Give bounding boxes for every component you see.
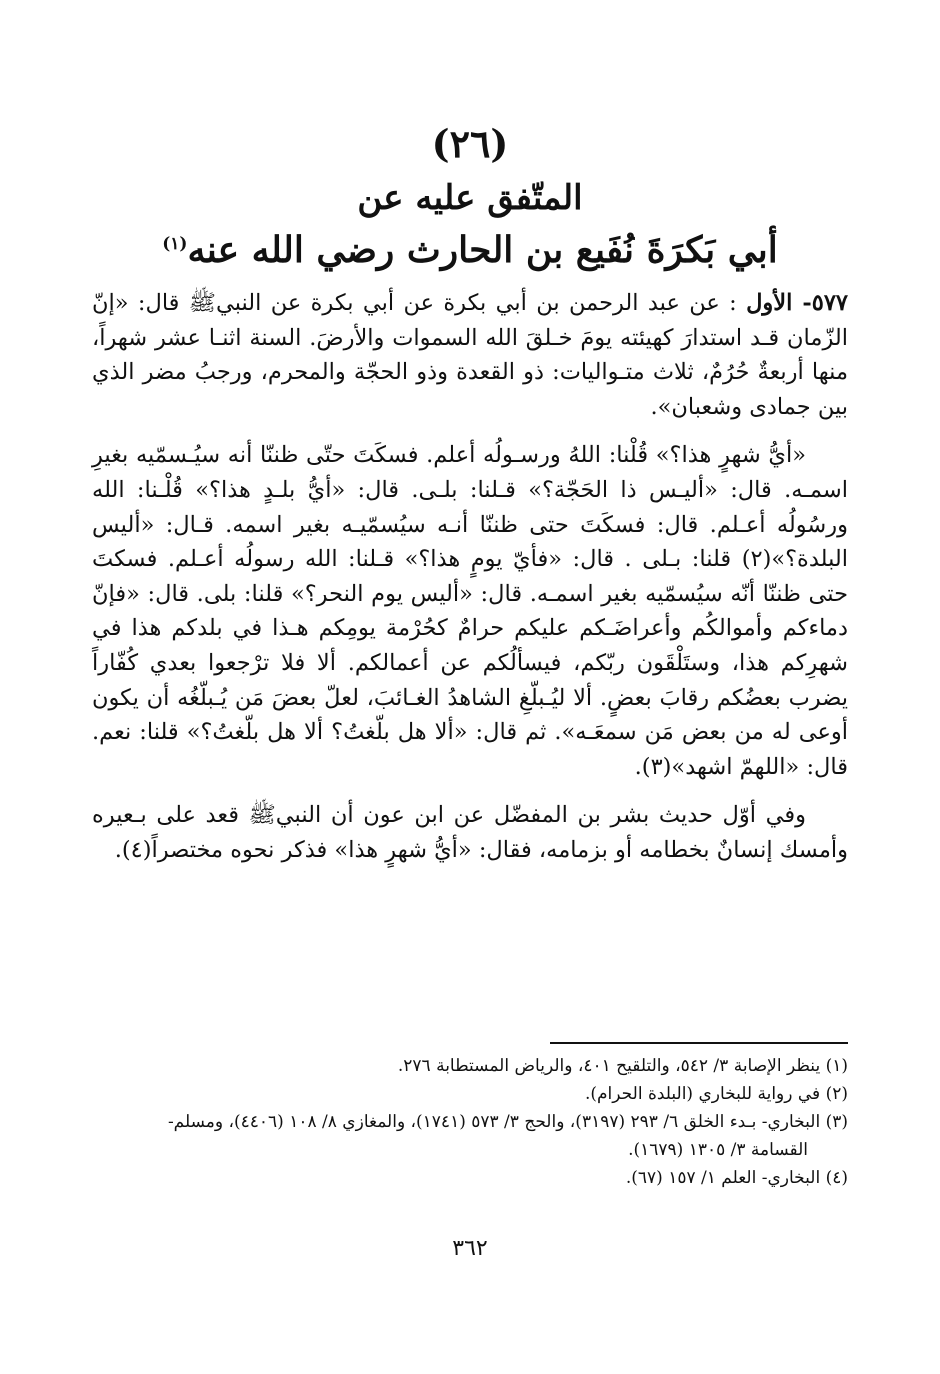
hadith-number: ٥٧٧- الأول	[746, 290, 849, 316]
footnote-2: (٢) في رواية للبخاري (البلدة الحرام).	[585, 1084, 848, 1104]
title-footnote-ref: (١)	[162, 234, 188, 254]
hadith-text-1: : عن عبد الرحمن بن أبي بكرة عن أبي بكرة عن النبيﷺ قال: «إنّ الزّمان قـد استدارَ كهيئته يومَ خـلقَ الله السموات والأرضَ. السنة اثنـا عشر شهراً، منها أربعةٌ حُرُمٌ، ثلاث متـواليات: ذو القعدة وذو الحجّة والمحرم، ورجبُ مضر الذي بين جمادى وشعبان».	[92, 290, 848, 420]
chapter-number: (٢٦)	[431, 121, 509, 166]
footnote-3-continuation: القسامة ٣/ ١٣٠٥ (١٦٧٩).	[628, 1140, 808, 1160]
chapter-title-line2	[0, 228, 940, 272]
footnote-4: (٤) البخاري- العلم ١/ ١٥٧ (٦٧).	[625, 1168, 848, 1188]
hadith-body	[92, 286, 848, 868]
footnote-1: (١) ينظر الإصابة ٣/ ٥٤٢، والتلقيح ٤٠١، والرياض المستطابة ٢٧٦.	[397, 1056, 848, 1076]
chapter-title-text: أبي بَكرَةَ نُفَيع بن الحارث رضي الله عنه	[187, 229, 778, 271]
hadith-paragraph-3: وفي أوّل حديث بشر بن المفضّل عن ابن عون أن النبيﷺ قعد على بـعيره وأمسك إنسانٌ بخطامه أو بزمامه، فقال: «أيُّ شهرٍ هذا» فذكر نحوه مختصراً(٤).	[92, 802, 848, 863]
footnote-divider	[550, 1042, 848, 1044]
chapter-title-line1: المتّفق عليه عن	[357, 178, 583, 218]
hadith-paragraph-2: «أيُّ شهرٍ هذا؟» قُلْنا: اللهُ ورسـولُه أعلم. فسكَتَ حتّى ظننّا أنه سيُـسمّيه بغيرِ اسمـه. قال: «أليـس ذا الحَجّة؟» قـلنا: بلـى. قال: «أيُّ بلـدٍ هذا؟» قُلْـنا: الله ورسُولُه أعـلم. قال: فسكَتَ حتى ظننّا أنـه سيُسمّيـه بغير اسمه. قـال: «أليس البلدة؟»(٢) قلنا: بـلى . قال: «فأيّ يومٍ هذا؟» قـلنا: الله رسولُه أعـلم. فسكتَ حتى ظننّا أنّه سيُسمّيه بغير اسمـه. قال: «أليس يوم النحر؟» قلنا: بلى. قال: «فإنّ دماءكم وأموالكُم وأعراضَـكم عليكم حرامٌ كحُرْمة يومِكم هـذا في بلدكم هذا في شهرِكم هذا، وستَلْقَون ربّكم، فيسألُكم عن أعمالكم. ألا فلا ترْجعوا بعدي كُفّاراً يضرب بعضُكم رقابَ بعضٍ. ألا ليُـبلّغِ الشاهدُ الغـائبَ، لعلّ بعضَ مَن يُـبلّغُه أن يكون أوعى له من بعض مَن سمعَـه». ثم قال: «ألا هل بلّغتُ؟ ألا هل بلّغتُ؟» قلنا: نعم. قال: «اللهمّ اشهد»(٣).	[92, 442, 848, 780]
page-number: ٣٦٢	[452, 1236, 488, 1261]
footnotes	[92, 1052, 848, 1192]
footnote-3: (٣) البخاري- بـدء الخلق ٦/ ٢٩٣ (٣١٩٧)، والحج ٣/ ٥٧٣ (١٧٤١)، والمغازي ٨/ ١٠٨ (٤٤٠٦)، ومسلم-	[167, 1112, 848, 1132]
hadith-paragraph-1	[92, 286, 848, 424]
